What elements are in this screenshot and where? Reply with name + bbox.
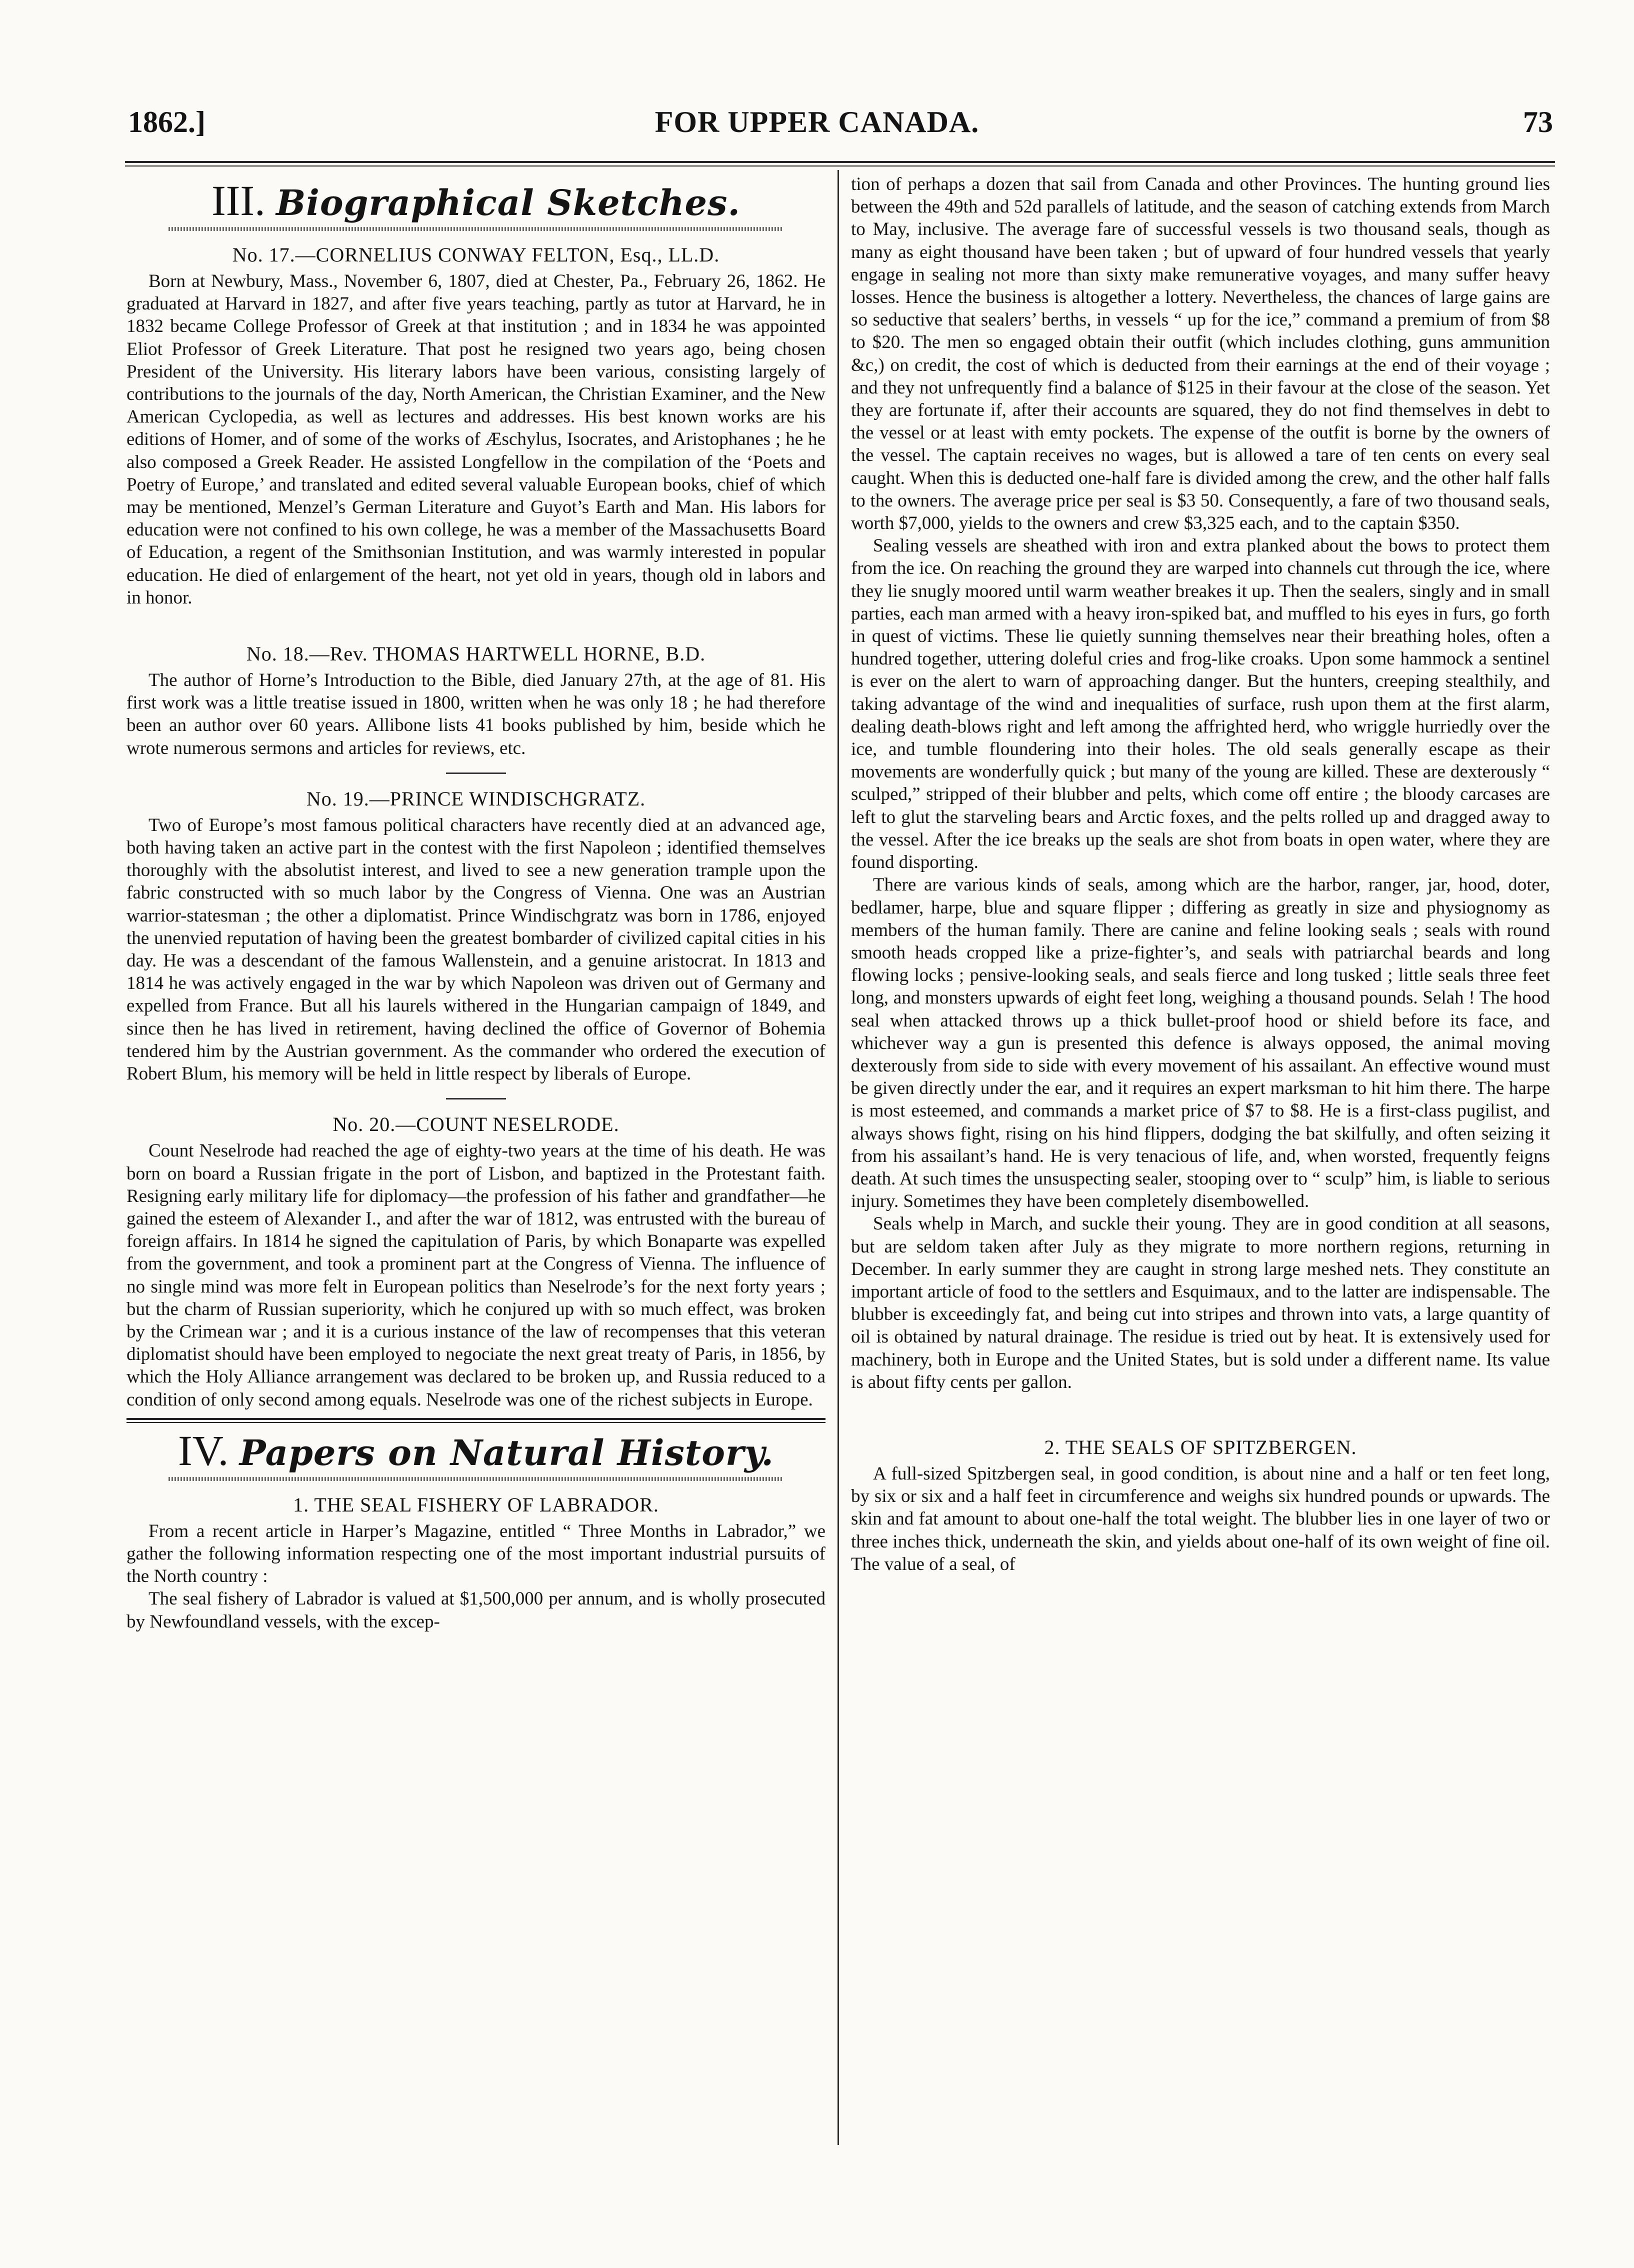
article-title-horne: No. 18.—Rev. THOMAS HARTWELL HORNE, B.D. (246, 642, 706, 666)
header-title: FOR UPPER CANADA. (654, 106, 980, 138)
running-header (0, 100, 1634, 155)
section-rule (126, 1418, 826, 1423)
article-title-seal-fishery: 1. THE SEAL FISHERY OF LABRADOR. (293, 1493, 659, 1516)
section-title: Papers on Natural History. (239, 1432, 774, 1474)
article-title-neselrode: No. 20.—COUNT NESELRODE. (332, 1113, 620, 1136)
article-body-felton: Born at Newbury, Mass., November 6, 1807, died at Chester, Pa., February 26, 1862. He graduated at Harvard in 1827, and after five years teaching, partly as tutor at Harvard, he in 1832 became College Professor of Greek at that institution ; and in 1834 he was appointed Eliot Professor of Greek Literature. That post he resigned two years ago, being chosen President of the University. His literary labors have been various, consisting largely of contributions to the journals of the day, North American, the Christian Examiner, and the New American Cyclopedia, as well as lectures and addresses. His best known works are his editions of Homer, and of some of the works of Æschylus, Isocrates, and Aristophanes ; he he also composed a Greek Reader. He assisted Longfellow in the compilation of the ‘Poets and Poetry of Europe,’ and translated and edited several valuable European books, chief of which may be mentioned, Menzel’s German Literature and Guyot’s Earth and Man. His labors for education were not confined to his own college, he was a member of the Massachusetts Board of Education, a regent of the Smithsonian Institution, and was warmly interested in popular education. He died of enlargement of the heart, not yet old in years, though old in labors and in honor. (126, 271, 826, 608)
article-body-windischgratz: Two of Europe’s most famous political characters have recently died at an advanced age, both having taken an active part in the contest with the first Napoleon ; identified themselves thoroughly with the absolutist interest, and lived to see a new generation trample upon the fabric constructed with so much labor by the Congress of Vienna. One was an Austrian warrior-statesman ; the other a diplomatist. Prince Windischgratz was born in 1786, enjoyed the unenvied reputation of having been the greatest bombarder of civilized capital cities in his day. He was a descendant of the famous Wallenstein, and a genuine aristocrat. In 1813 and 1814 he was actively engaged in the war by which Napoleon was driven out of Germany and expelled from France. But all his laurels withered in the Hungarian campaign of 1849, and since then he has lived in retirement, having declined the office of Governor of Bohemia tendered him by the Austrian government. As the commander who ordered the execution of Robert Blum, his memory will be held in little respect by liberals of Europe. (126, 814, 826, 1084)
header-rule (125, 161, 1555, 166)
article-intro-seal-fishery: From a recent article in Harper’s Magazine, entitled “ Three Months in Labrador,” we gather the following information respecting one of the most important industrial pursuits of the North country : (126, 1520, 826, 1587)
section-ornament-rule (168, 1477, 784, 1481)
separator-rule (446, 1098, 506, 1100)
section-ornament-rule (168, 227, 784, 231)
page-number: 73 (1523, 106, 1553, 138)
article-body-horne: The author of Horne’s Introduction to the Bible, died January 27th, at the age of 81. His first work was a little treatise issued in 1800, written when he was only 18 ; he had therefore been an author over 60 years. Allibone lists 41 books published by him, beside which he wrote numerous sermons and articles for reviews, etc. (126, 670, 826, 758)
seal-fishery-paragraph-1: tion of perhaps a dozen that sail from Canada and other Provinces. The hunting ground lies between the 49th and 52d parallels of latitude, and the season of catching extends from March to May, inclusive. The average fare of successful vessels is two thousand seals, though as many as eight thousand have been taken ; but of upward of four hundred vessels that yearly engage in sealing not more than sixty make remunerative voyages, and many suffer heavy losses. Hence the business is altogether a lottery. Nevertheless, the chances of large gains are so seductive that sealers’ berths, in vessels “ up for the ice,” command a premium of from $8 to $20. The men so engaged obtain their outfit (which includes clothing, guns ammunition &c,) on credit, the cost of which is deducted from their earnings at the end of their voyage ; and they not unfrequently find a balance of $125 in their favour at the close of the season. Yet they are fortunate if, after their accounts are squared, they do not find themselves in debt to the vessel or at least with emty pockets. The expense of the outfit is borne by the owners of the vessel. The captain receives no wages, but is allowed a tare of ten cents on every seal caught. When this is deducted one-half fare is divided among the crew, and the other half falls to the owners. The average price per seal is $3 50. Consequently, a fare of two thousand seals, worth $7,000, yields to the owners and crew $3,325 each, and to the captain $350. (851, 174, 1550, 534)
section-heading-natural-history (126, 1426, 826, 1474)
section-number: IV. (178, 1426, 229, 1474)
section-heading-biographical (126, 176, 826, 224)
header-date: 1862.] (128, 106, 206, 138)
article-title-felton: No. 17.—CORNELIUS CONWAY FELTON, Esq., LL.D. (232, 244, 720, 266)
article-body-spitzbergen: A full-sized Spitzbergen seal, in good condition, is about nine and a half or ten feet long, by six or six and a half feet in circumference and weighs six hundred pounds or upwards. The skin and fat amount to about one-half the total weight. The blubber lies in one layer of two or three inches thick, underneath the skin, and yields about one-half of its own weight of fine oil. The value of a seal, of (851, 1463, 1550, 1574)
section-title: Biographical Sketches. (276, 182, 740, 224)
article-body-neselrode: Count Neselrode had reached the age of eighty-two years at the time of his death. He was born on board a Russian frigate in the port of Lisbon, and baptized in the Protestant faith. Resigning early military life for diplomacy—the profession of his father and grandfather—he gained the esteem of Alexander I., and after the war of 1812, was entrusted with the bureau of foreign affairs. In 1814 he signed the capitulation of Paris, by which Bonaparte was expelled from the government, and took a prominent part at the Congress of Vienna. The influence of no single mind was more felt in European politics than Neselrode’s for the next forty years ; but the charm of Russian superiority, which he conjured up with so much effect, was broken by the Crimean war ; and it is a curious instance of the law of recompenses that this veteran diplomatist should have been employed to negociate the next great treaty of Paris, in 1856, by which the Holy Alliance arrangement was declared to be broken up, and Russia reduced to a condition of only second among equals. Neselrode was one of the richest subjects in Europe. (126, 1140, 826, 1410)
seal-fishery-paragraph-4: Seals whelp in March, and suckle their young. They are in good condition at all seasons, but are seldom taken after July as they migrate to more northern regions, returning in December. In early summer they are caught in strong large meshed nets. They constitute an important article of food to the settlers and Esquimaux, and to the latter are indispensable. The blubber is exceedingly fat, and being cut into stripes and thrown into vats, a large quantity of oil is obtained by natural drainage. The residue is tried out by heat. It is extensively used for machinery, both in Europe and the United States, but is sold under a different name. Its value is about fifty cents per gallon. (851, 1214, 1550, 1392)
column-divider (838, 170, 839, 2145)
left-column (126, 173, 826, 1633)
article-title-spitzbergen: 2. THE SEALS OF SPITZBERGEN. (1044, 1436, 1357, 1458)
section-number: III. (212, 176, 266, 224)
right-column (851, 173, 1550, 1576)
separator-rule (446, 772, 506, 774)
seal-fishery-paragraph-2: Sealing vessels are sheathed with iron and extra planked about the bows to protect them from the ice. On reaching the ground they are warped into channels cut through the ice, where they lie snugly moored until warm weather breakes it up. Then the sealers, singly and in small parties, each man armed with a heavy iron-spiked bat, and muffled to his eyes in furs, go forth in quest of victims. These lie quietly sunning themselves near their breathing holes, often a hundred together, uttering doleful cries and frog-like croaks. Upon some hammock a sentinel is ever on the alert to warn of approaching danger. But the hunters, creeping stealthily, and taking advantage of the wind and inequalities of surface, rush upon them at the first alarm, dealing death-blows right and left among the affrighted herd, who wriggle hurriedly over the ice, and tumble floundering into their holes. The old seals generally escape as their movements are wonderfully quick ; but many of the young are killed. These are dexterously “ sculped,” stripped of their blubber and pelts, which come off entire ; the bloody carcases are left to glut the starveling bears and Arctic foxes, and the pelts rolled up and dragged away to the vessel. After the ice breaks up the seals are shot from boats in open water, where they are found disporting. (851, 536, 1550, 873)
article-title-windischgratz: No. 19.—PRINCE WINDISCHGRATZ. (306, 787, 646, 810)
seal-fishery-paragraph-3: There are various kinds of seals, among which are the harbor, ranger, jar, hood, doter, bedlamer, harpe, blue and square flipper ; differing as greatly in size and physiognomy as members of the human family. There are canine and feline looking seals ; seals with round smooth heads cropped like a prize-fighter’s, and seals with patriarchal beards and long flowing locks ; pensive-looking seals, and seals fierce and long tusked ; little seals three feet long, and monsters upwards of eight feet long, weighing a thousand pounds. Selah ! The hood seal when attacked throws up a thick bullet-proof hood or shield before its face, and whichever way a gun is presented this defence is always opposed, the animal moving dexterously from side to side with every movement of his assailant. An effective wound must be given directly under the ear, and it requires an expert marksman to hit him there. The harpe is most esteemed, and commands a market price of $7 to $8. He is a first-class pugilist, and always shows fight, rising on his hind flippers, dodging the bat skilfully, and often seizing it from his assailant’s hand. He is very tenacious of life, and, when worsted, frequently feigns death. At such times the unsuspecting sealer, stooping over to “ sculp” him, is liable to serious injury. Sometimes they have been completely disembowelled. (851, 874, 1550, 1212)
article-body-seal-fishery: The seal fishery of Labrador is valued at $1,500,000 per annum, and is wholly prosecuted by Newfoundland vessels, with the excep- (126, 1588, 826, 1632)
